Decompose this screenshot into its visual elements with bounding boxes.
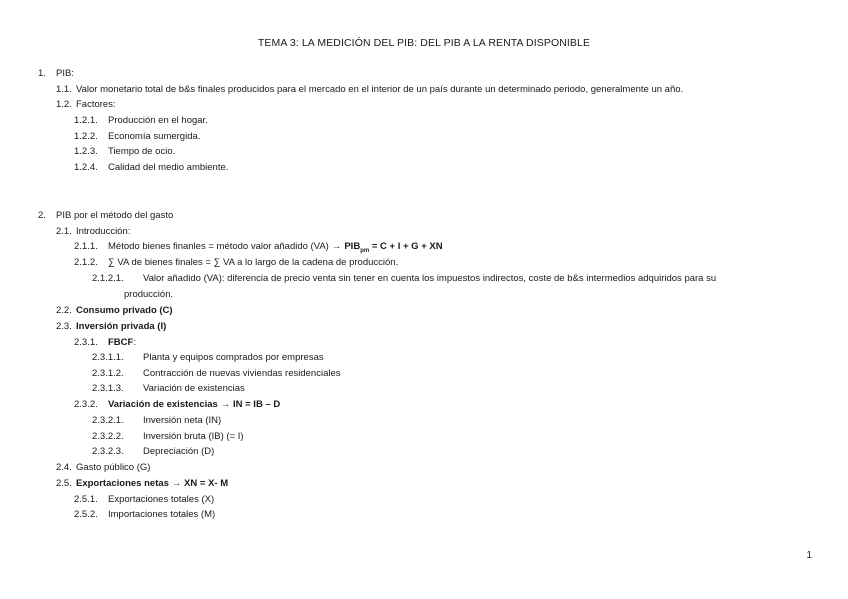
outline-text [143, 445, 214, 459]
outline-text-main: FBCF [108, 337, 134, 348]
outline-text [108, 398, 280, 412]
outline-number: 2.4. [56, 462, 72, 473]
outline-text-main: Producción en el hogar. [108, 115, 208, 126]
outline-text-continuation: producción. [124, 289, 174, 300]
outline-number: 2.5.1. [74, 494, 98, 505]
outline-number: 2.1. [56, 226, 72, 237]
outline-number: 2.3.2.3. [92, 446, 124, 457]
outline-text [108, 114, 208, 128]
outline-text [108, 130, 200, 144]
outline-number: 1.2. [56, 99, 72, 110]
outline-text-main: Depreciación (D) [143, 446, 215, 457]
formula-subscript: pm [360, 247, 370, 254]
outline-text-main: Inversión bruta (IB) (= I) [143, 431, 244, 442]
outline-number: 2.1.1. [74, 241, 98, 252]
outline-text [76, 304, 173, 318]
outline-text [143, 272, 716, 286]
outline-text-main: Tiempo de ocio. [108, 146, 176, 157]
arrow-icon: → [171, 478, 182, 489]
outline-text-main: Factores: [76, 99, 116, 110]
outline-text [143, 414, 221, 428]
outline-text-main: Planta y equipos comprados por empresas [143, 352, 324, 363]
outline-text-main: Importaciones totales (M) [108, 509, 216, 520]
outline-number: 2.3.2.2. [92, 431, 124, 442]
outline-text-main: Exportaciones totales (X) [108, 494, 215, 505]
outline-text-main: Exportaciones netas [76, 478, 169, 489]
outline-number: 2.3.2. [74, 399, 98, 410]
outline-text-main: PIB: [56, 68, 74, 79]
outline-number: 1.2.3. [74, 146, 98, 157]
outline-number: 2.3.1. [74, 337, 98, 348]
outline-text-main: ∑ VA de bienes finales = ∑ VA a lo largo de la cadena de producción. [108, 257, 399, 268]
outline-text-main: Inversión neta (IN) [143, 415, 222, 426]
outline-text [76, 461, 150, 475]
outline-number: 2.3.1.2. [92, 368, 124, 379]
outline-text [76, 225, 130, 239]
outline-number: 2.3.2.1. [92, 415, 124, 426]
outline-text-main: Variación de existencias [143, 383, 245, 394]
outline-text [76, 98, 116, 112]
outline-text [56, 209, 173, 223]
outline-text-main: Valor monetario total de b&s finales producidos para el mercado en el interior de un país durante un determinado periodo, generalmente un año. [76, 84, 684, 95]
formula-symbol: PIB [344, 241, 361, 252]
outline-text-main: Inversión privada (I) [76, 321, 167, 332]
outline-text [76, 477, 228, 491]
outline-text-main: Gasto público (G) [76, 462, 151, 473]
outline-number: 1.2.4. [74, 162, 98, 173]
outline-text [108, 336, 136, 350]
outline-text [108, 508, 215, 522]
outline-text [143, 430, 244, 444]
outline-number: 2.3.1.3. [92, 383, 124, 394]
outline-text-main: Consumo privado (C) [76, 305, 173, 316]
formula-text: XN = X- M [181, 478, 229, 489]
outline-text [108, 161, 228, 175]
outline-text [56, 67, 74, 81]
outline-number: 1.2.2. [74, 131, 98, 142]
outline-text-main: Calidad del medio ambiente. [108, 162, 229, 173]
outline-number: 2. [38, 210, 46, 221]
arrow-icon: → [220, 399, 231, 410]
outline-number: 1. [38, 68, 46, 79]
outline-number: 2.1.2.1. [92, 273, 124, 284]
formula-text: = C + I + G + XN [369, 241, 443, 252]
outline-text [108, 145, 175, 159]
outline-number: 1.1. [56, 84, 72, 95]
outline-number: 1.2.1. [74, 115, 98, 126]
outline-text-main: Contracción de nuevas viviendas residenciales [143, 368, 341, 379]
outline-text [76, 83, 683, 97]
outline-text-main: Variación de existencias [108, 399, 218, 410]
outline-number: 2.3.1.1. [92, 352, 124, 363]
outline-number: 2.5. [56, 478, 72, 489]
page-number: 1 [806, 550, 812, 561]
outline-number: 2.5.2. [74, 509, 98, 520]
outline-text-suffix: : [133, 337, 136, 348]
outline-text [143, 351, 324, 365]
outline-text [108, 256, 398, 270]
outline-text-main: Valor añadido (VA): diferencia de precio venta sin tener en cuenta los impuestos indirectos, coste de b&s intermedios adquiridos para su [143, 273, 717, 284]
outline-number: 2.3. [56, 321, 72, 332]
formula-text: IN = IB – D [230, 399, 281, 410]
outline-text-main: Economía sumergida. [108, 131, 201, 142]
outline-text [76, 320, 166, 334]
outline-text-main: Introducción: [76, 226, 131, 237]
outline-number: 2.2. [56, 305, 72, 316]
outline-number: 2.1.2. [74, 257, 98, 268]
outline-text [143, 367, 341, 381]
outline-text [108, 493, 214, 507]
outline-text-main: Método bienes finanles = método valor añadido (VA) [108, 241, 329, 252]
outline-text [143, 382, 245, 396]
document-title: TEMA 3: LA MEDICIÓN DEL PIB: DEL PIB A LA RENTA DISPONIBLE [257, 37, 591, 49]
outline-text-main: PIB por el método del gasto [56, 210, 174, 221]
arrow-icon: → [331, 241, 342, 252]
